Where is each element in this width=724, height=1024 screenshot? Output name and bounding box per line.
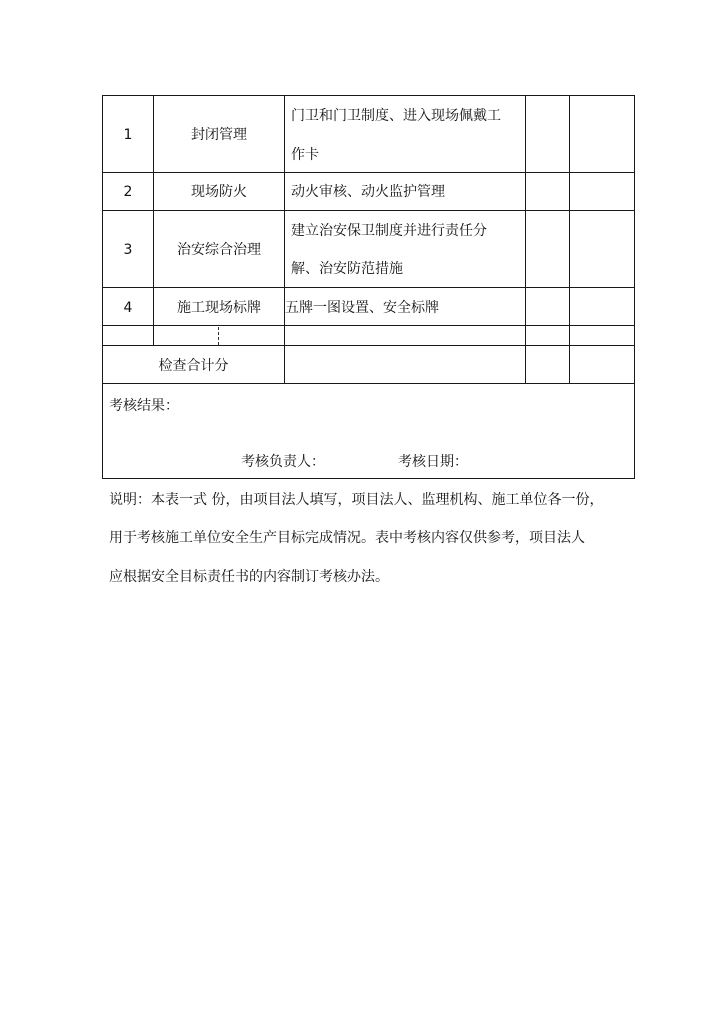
- row-divider: [102, 287, 635, 288]
- table-border-top: [102, 95, 635, 96]
- column-divider: [284, 95, 285, 383]
- row-item: 现场防火: [191, 184, 247, 200]
- column-divider: [569, 95, 570, 383]
- row-divider: [102, 383, 635, 384]
- note-line: 用于考核施工单位安全生产目标完成情况。表中考核内容仅供参考，项目法人: [109, 530, 585, 546]
- note-line: 应根据安全目标责任书的内容制订考核办法。: [109, 569, 389, 585]
- row-content: 门卫和门卫制度、进入现场佩戴工: [291, 108, 501, 124]
- row-number: 2: [123, 184, 133, 200]
- row-divider: [102, 345, 635, 346]
- table-border-bottom: [102, 478, 635, 479]
- row-number: 1: [123, 127, 133, 143]
- row-item: 施工现场标牌: [177, 300, 261, 316]
- date-label: 考核日期：: [398, 454, 468, 470]
- note-line: 说明：本表一式 份，由项目法人填写，项目法人、监理机构、施工单位各一份，: [109, 492, 604, 508]
- table-border-left: [102, 95, 103, 479]
- row-content-cont: 解、治安防范措施: [291, 261, 403, 277]
- row-content: 动火审核、动火监护管理: [291, 184, 445, 200]
- row-divider: [102, 210, 635, 211]
- responsible-label: 考核负责人：: [241, 454, 325, 470]
- row-number: 4: [123, 300, 133, 316]
- column-divider: [525, 95, 526, 383]
- result-label: 考核结果：: [109, 398, 179, 414]
- row-content-cont: 作卡: [291, 147, 319, 163]
- row-divider: [102, 325, 635, 326]
- table-border-right: [634, 95, 635, 479]
- row-content: 五牌一图设置、安全标牌: [285, 300, 439, 316]
- row-divider: [102, 172, 635, 173]
- row-item: 治安综合治理: [177, 242, 261, 258]
- row-content: 建立治安保卫制度并进行责任分: [291, 223, 487, 239]
- row-item: 封闭管理: [191, 127, 247, 143]
- dashed-separator: [218, 327, 219, 345]
- row-number: 3: [123, 242, 133, 258]
- total-label: 检查合计分: [158, 358, 229, 374]
